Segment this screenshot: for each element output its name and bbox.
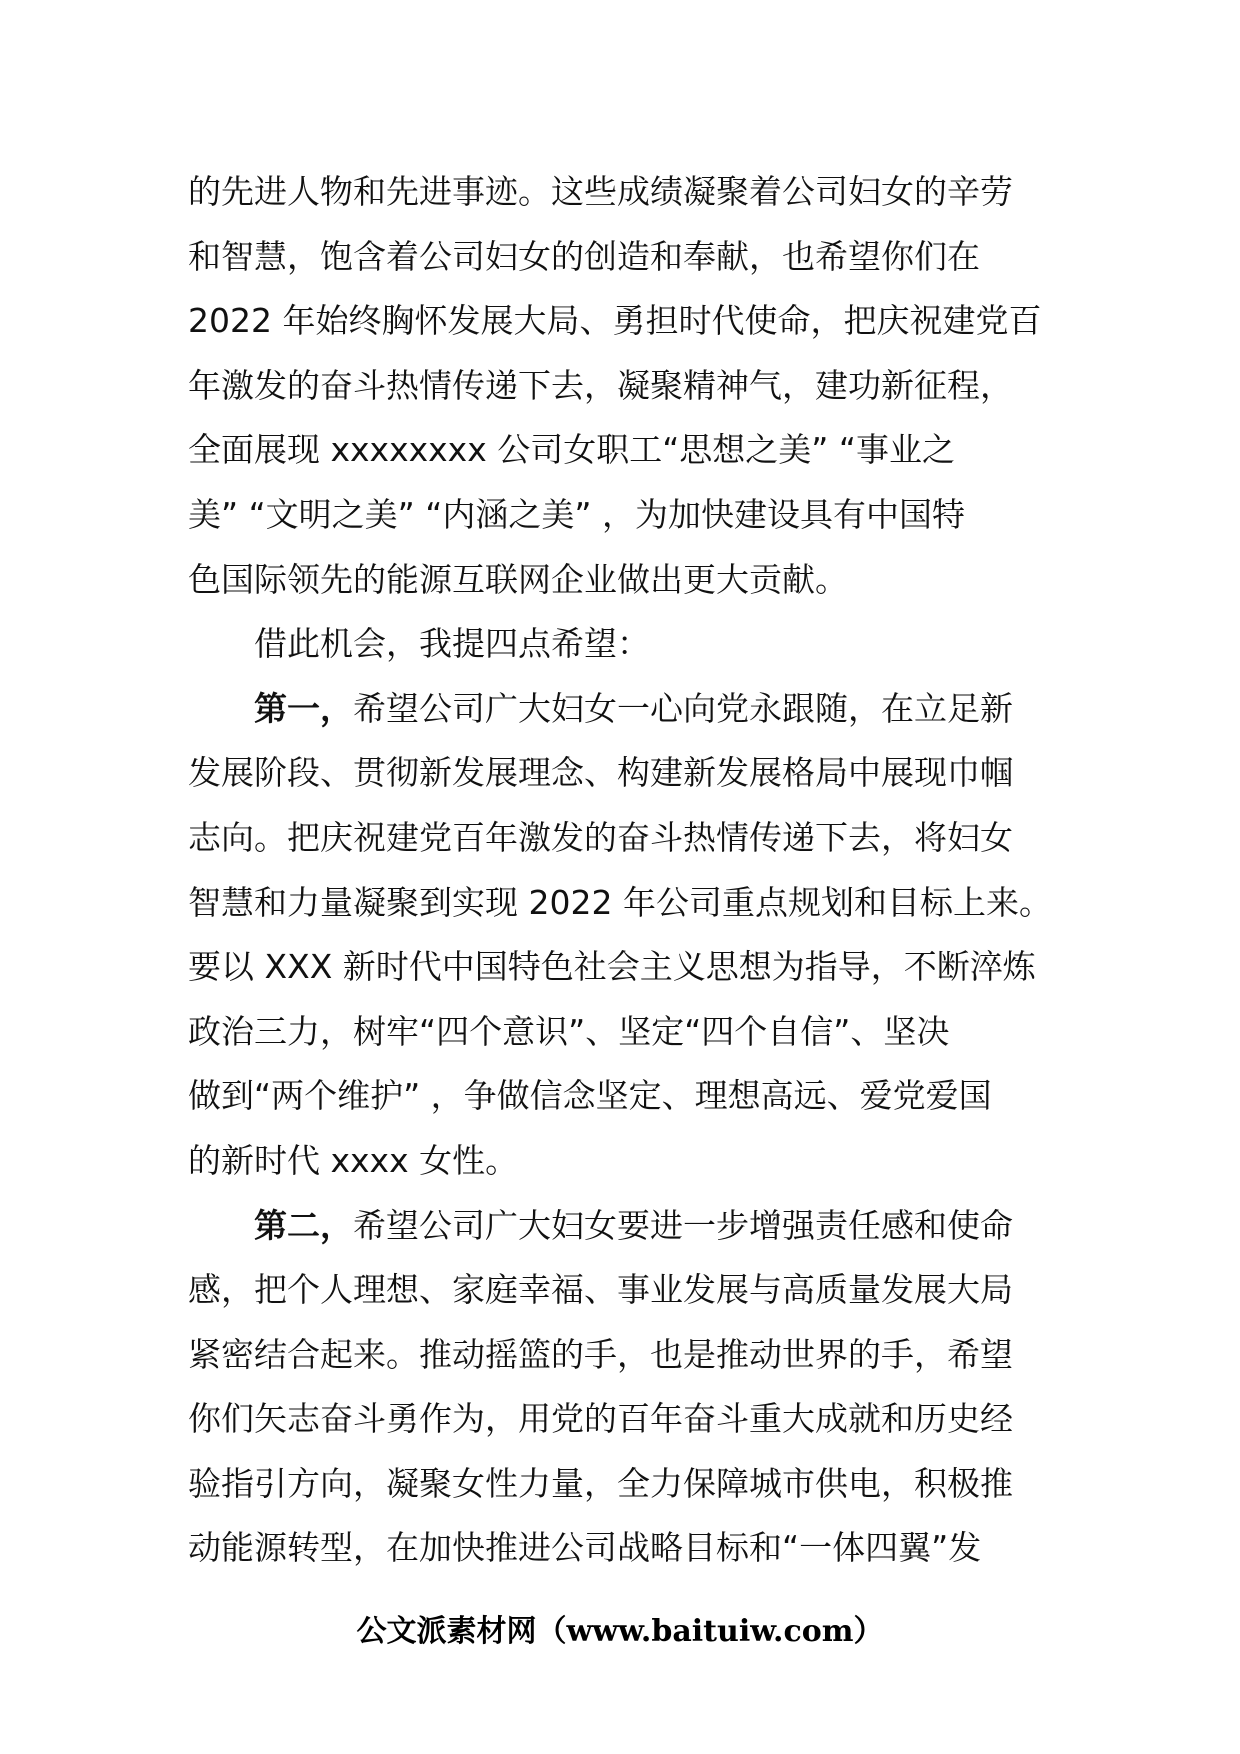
text-line: 2022 年始终胸怀发展大局、勇担时代使命，把庆祝建党百 xyxy=(188,301,1042,341)
text-line: 你们矢志奋斗勇作为，用党的百年奋斗重大成就和历史经 xyxy=(188,1399,1013,1439)
text-line: 智慧和力量凝聚到实现 2022 年公司重点规划和目标上来。 xyxy=(188,882,1052,922)
text-line: 发展阶段、贯彻新发展理念、构建新发展格局中展现巾帼 xyxy=(188,753,1013,793)
text-line: 全面展现 xxxxxxxx 公司女职工“思想之美” “事业之 xyxy=(188,430,955,470)
text-line: 要以 XXX 新时代中国特色社会主义思想为指导，不断淬炼 xyxy=(188,947,1036,987)
footer-watermark-text: 公文派素材网（www.baituiw.com） xyxy=(356,1614,884,1649)
text-line: 做到“两个维护” ，争做信念坚定、理想高远、爱党爱国 xyxy=(188,1076,992,1116)
text-line: 政治三力，树牢“四个意识”、坚定“四个自信”、坚决 xyxy=(188,1011,950,1051)
document-body xyxy=(188,160,1068,1581)
text-line: 色国际领先的能源互联网企业做出更大贡献。 xyxy=(188,559,848,599)
point-two-text: 希望公司广大妇女要进一步增强责任感和使命 xyxy=(353,1205,1013,1245)
text-line: 年激发的奋斗热情传递下去，凝聚精神气，建功新征程， xyxy=(188,365,1013,405)
paragraph-intro-line: 借此机会，我提四点希望： xyxy=(254,624,650,664)
text-line: 的先进人物和先进事迹。这些成绩凝聚着公司妇女的辛劳 xyxy=(188,172,1013,211)
point-two-lead: 第二， xyxy=(254,1205,353,1245)
text-line: 和智慧，饱含着公司妇女的创造和奉献，也希望你们在 xyxy=(188,236,980,276)
text-line: 感，把个人理想、家庭幸福、事业发展与高质量发展大局 xyxy=(188,1270,1013,1310)
text-line: 的新时代 xxxx 女性。 xyxy=(188,1140,519,1180)
text-line: 紧密结合起来。推动摇篮的手，也是推动世界的手，希望 xyxy=(188,1334,1013,1374)
text-line: 验指引方向，凝聚女性力量，全力保障城市供电，积极推 xyxy=(188,1463,1013,1503)
point-one-text: 希望公司广大妇女一心向党永跟随，在立足新 xyxy=(353,688,1013,728)
point-one-first-line xyxy=(188,677,1068,742)
point-two-first-line xyxy=(188,1194,1068,1259)
text-line: 美” “文明之美” “内涵之美” ，为加快建设具有中国特 xyxy=(188,494,965,534)
text-line: 志向。把庆祝建党百年激发的奋斗热情传递下去，将妇女 xyxy=(188,817,1013,857)
point-one-lead: 第一， xyxy=(254,688,353,728)
text-line: 动能源转型，在加快推进公司战略目标和“一体四翼”发 xyxy=(188,1528,982,1568)
